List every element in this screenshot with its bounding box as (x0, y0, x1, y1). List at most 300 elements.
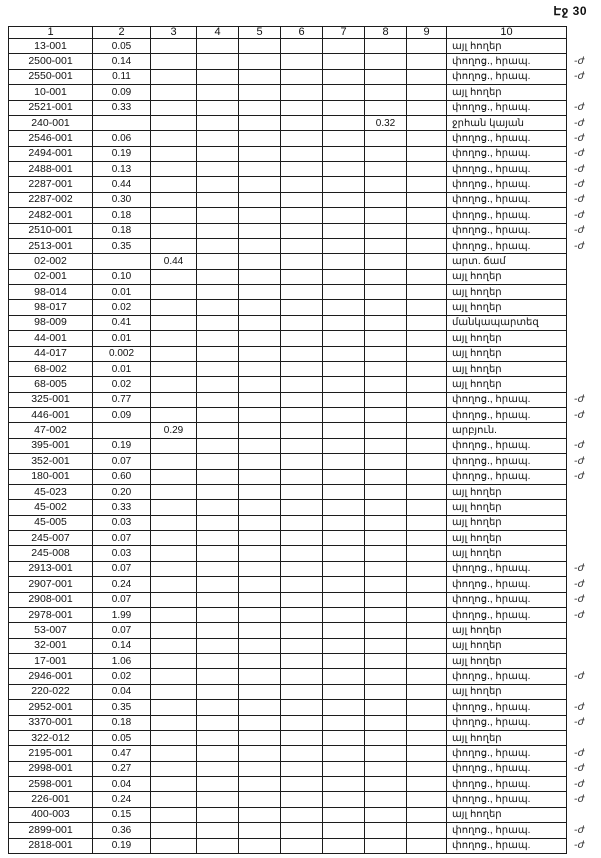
table-row (9, 300, 601, 315)
area-value-cell (281, 115, 323, 130)
area-value-cell (365, 454, 407, 469)
area-value-cell: 0.03 (93, 546, 151, 561)
land-use-cell: մանկապարտեզ (447, 315, 567, 330)
handwritten-mark (567, 531, 601, 546)
area-value-cell (239, 85, 281, 100)
area-value-cell: 0.09 (93, 85, 151, 100)
area-value-cell (281, 254, 323, 269)
area-value-cell (365, 561, 407, 576)
area-value-cell (407, 531, 447, 546)
area-value-cell (407, 300, 447, 315)
area-value-cell (281, 346, 323, 361)
area-value-cell (151, 269, 197, 284)
land-use-cell: փողոց., հրապ. (447, 146, 567, 161)
area-value-cell (407, 285, 447, 300)
area-value-cell: 0.36 (93, 823, 151, 838)
area-value-cell (407, 346, 447, 361)
area-value-cell (197, 331, 239, 346)
area-value-cell (365, 285, 407, 300)
area-value-cell (365, 223, 407, 238)
area-value-cell (239, 515, 281, 530)
handwritten-mark: -ժ (574, 56, 585, 68)
area-value-cell (365, 162, 407, 177)
area-value-cell (323, 577, 365, 592)
table-row (9, 39, 601, 54)
area-value-cell (323, 346, 365, 361)
handwritten-mark: -ժ (574, 701, 585, 713)
table-row (9, 761, 601, 776)
area-value-cell (197, 192, 239, 207)
area-value-cell (151, 454, 197, 469)
table-row (9, 115, 601, 130)
area-value-cell (281, 392, 323, 407)
area-value-cell (151, 577, 197, 592)
area-value-cell (281, 331, 323, 346)
area-value-cell (239, 146, 281, 161)
area-value-cell (151, 146, 197, 161)
area-value-cell (197, 592, 239, 607)
area-value-cell (407, 684, 447, 699)
column-header: 9 (407, 27, 447, 39)
table-header-row (9, 27, 601, 39)
area-value-cell (151, 346, 197, 361)
area-value-cell: 0.04 (93, 777, 151, 792)
area-value-cell (365, 408, 407, 423)
area-value-cell (239, 238, 281, 253)
land-use-cell: փողոց., հրապ. (447, 454, 567, 469)
area-value-cell: 0.19 (93, 146, 151, 161)
area-value-cell (239, 454, 281, 469)
handwritten-mark (567, 500, 601, 515)
area-value-cell (365, 792, 407, 807)
area-value-cell (151, 469, 197, 484)
land-use-cell: այլ հողեր (447, 638, 567, 653)
land-use-cell: ջրհան կայան (447, 115, 567, 130)
area-value-cell (197, 531, 239, 546)
area-value-cell (365, 623, 407, 638)
area-value-cell (365, 131, 407, 146)
parcel-code-cell: 2550-001 (9, 69, 93, 84)
parcel-code-cell: 2195-001 (9, 746, 93, 761)
area-value-cell (365, 531, 407, 546)
parcel-code-cell: 2908-001 (9, 592, 93, 607)
area-value-cell (239, 761, 281, 776)
area-value-cell (407, 269, 447, 284)
area-value-cell (151, 315, 197, 330)
area-value-cell (281, 315, 323, 330)
area-value-cell (281, 684, 323, 699)
handwritten-mark (567, 423, 601, 438)
area-value-cell (407, 238, 447, 253)
area-value-cell (407, 438, 447, 453)
area-value-cell (323, 238, 365, 253)
area-value-cell (323, 730, 365, 745)
area-value-cell (407, 669, 447, 684)
table-row (9, 346, 601, 361)
parcel-code-cell: 2598-001 (9, 777, 93, 792)
area-value-cell (281, 638, 323, 653)
parcel-code-cell: 47-002 (9, 423, 93, 438)
area-value-cell (197, 777, 239, 792)
area-value-cell (365, 761, 407, 776)
area-value-cell: 0.05 (93, 730, 151, 745)
area-value-cell (239, 654, 281, 669)
parcel-code-cell: 68-002 (9, 361, 93, 376)
area-value-cell (239, 192, 281, 207)
table-row (9, 192, 601, 207)
area-value-cell: 0.19 (93, 438, 151, 453)
table-row (9, 715, 601, 730)
area-value-cell (281, 700, 323, 715)
area-value-cell (151, 54, 197, 69)
area-value-cell (239, 223, 281, 238)
area-value-cell: 0.07 (93, 623, 151, 638)
land-parcel-table (8, 26, 601, 854)
land-use-cell: փողոց., հրապ. (447, 792, 567, 807)
area-value-cell (365, 838, 407, 854)
land-use-cell: այլ հողեր (447, 623, 567, 638)
area-value-cell (407, 607, 447, 622)
table-row (9, 654, 601, 669)
area-value-cell: 0.77 (93, 392, 151, 407)
parcel-code-cell: 2998-001 (9, 761, 93, 776)
area-value-cell (197, 807, 239, 822)
table-row (9, 838, 601, 854)
column-header: 5 (239, 27, 281, 39)
area-value-cell (281, 39, 323, 54)
area-value-cell (151, 438, 197, 453)
area-value-cell: 0.07 (93, 592, 151, 607)
handwritten-mark (567, 515, 601, 530)
handwritten-mark: -ժ (574, 194, 585, 206)
area-value-cell (197, 315, 239, 330)
land-use-cell: այլ հողեր (447, 807, 567, 822)
area-value-cell (197, 438, 239, 453)
parcel-code-cell: 10-001 (9, 85, 93, 100)
land-use-cell: փողոց., հրապ. (447, 100, 567, 115)
area-value-cell (197, 392, 239, 407)
area-value-cell (365, 177, 407, 192)
table-row (9, 69, 601, 84)
parcel-code-cell: 2488-001 (9, 162, 93, 177)
land-use-cell: փողոց., հրապ. (447, 715, 567, 730)
area-value-cell (365, 423, 407, 438)
handwritten-mark: -ժ (574, 102, 585, 114)
land-use-cell: փողոց., հրապ. (447, 408, 567, 423)
area-value-cell (197, 838, 239, 854)
area-value-cell (365, 269, 407, 284)
area-value-cell (197, 469, 239, 484)
area-value-cell (239, 54, 281, 69)
parcel-code-cell: 2899-001 (9, 823, 93, 838)
area-value-cell (281, 423, 323, 438)
area-value-cell: 0.01 (93, 285, 151, 300)
area-value-cell (407, 192, 447, 207)
column-header: 8 (365, 27, 407, 39)
area-value-cell: 0.15 (93, 807, 151, 822)
area-value-cell: 0.09 (93, 408, 151, 423)
area-value-cell (407, 361, 447, 376)
area-value-cell (151, 238, 197, 253)
area-value-cell (407, 177, 447, 192)
area-value-cell (323, 838, 365, 854)
handwritten-mark: -ժ (574, 609, 585, 621)
area-value-cell (323, 85, 365, 100)
parcel-code-cell: 98-014 (9, 285, 93, 300)
table-row (9, 684, 601, 699)
area-value-cell (151, 531, 197, 546)
area-value-cell (151, 85, 197, 100)
parcel-code-cell: 446-001 (9, 408, 93, 423)
area-value-cell (239, 746, 281, 761)
column-header: 7 (323, 27, 365, 39)
handwritten-mark: -ժ (574, 824, 585, 836)
area-value-cell (239, 285, 281, 300)
area-value-cell (281, 669, 323, 684)
area-value-cell (93, 115, 151, 130)
area-value-cell (323, 500, 365, 515)
column-header: 1 (9, 27, 93, 39)
column-header: 6 (281, 27, 323, 39)
area-value-cell (323, 777, 365, 792)
area-value-cell (151, 300, 197, 315)
area-value-cell (407, 469, 447, 484)
parcel-code-cell: 220-022 (9, 684, 93, 699)
area-value-cell (151, 208, 197, 223)
area-value-cell (281, 623, 323, 638)
table-row (9, 223, 601, 238)
handwritten-mark (567, 315, 601, 330)
area-value-cell (197, 54, 239, 69)
area-value-cell (151, 408, 197, 423)
area-value-cell (197, 238, 239, 253)
area-value-cell (197, 654, 239, 669)
land-use-cell: այլ հողեր (447, 300, 567, 315)
area-value-cell (407, 561, 447, 576)
parcel-code-cell: 400-003 (9, 807, 93, 822)
land-use-cell: այլ հողեր (447, 39, 567, 54)
area-value-cell (365, 700, 407, 715)
table-row (9, 361, 601, 376)
area-value-cell (323, 684, 365, 699)
table-row (9, 285, 601, 300)
area-value-cell (323, 438, 365, 453)
area-value-cell (197, 715, 239, 730)
area-value-cell (197, 162, 239, 177)
area-value-cell (281, 54, 323, 69)
column-header: 10 (447, 27, 567, 39)
area-value-cell (281, 654, 323, 669)
area-value-cell (323, 208, 365, 223)
area-value-cell (197, 100, 239, 115)
parcel-code-cell: 325-001 (9, 392, 93, 407)
area-value-cell (407, 454, 447, 469)
land-use-cell: այլ հողեր (447, 361, 567, 376)
area-value-cell (239, 592, 281, 607)
area-value-cell (407, 700, 447, 715)
land-use-cell: փողոց., հրապ. (447, 208, 567, 223)
land-use-cell: փողոց., հրապ. (447, 577, 567, 592)
handwritten-mark (567, 377, 601, 392)
area-value-cell (197, 146, 239, 161)
handwritten-mark: -ժ (574, 840, 585, 852)
area-value-cell: 0.32 (365, 115, 407, 130)
area-value-cell (151, 39, 197, 54)
area-value-cell (93, 423, 151, 438)
table-row (9, 607, 601, 622)
area-value-cell (197, 346, 239, 361)
area-value-cell (407, 838, 447, 854)
area-value-cell (197, 377, 239, 392)
area-value-cell (323, 484, 365, 499)
area-value-cell (239, 531, 281, 546)
area-value-cell (323, 146, 365, 161)
area-value-cell (323, 623, 365, 638)
area-value-cell (323, 592, 365, 607)
handwritten-mark (567, 730, 601, 745)
area-value-cell (323, 761, 365, 776)
area-value-cell (239, 623, 281, 638)
table-row (9, 577, 601, 592)
parcel-code-cell: 2978-001 (9, 607, 93, 622)
parcel-code-cell: 45-005 (9, 515, 93, 530)
area-value-cell (407, 115, 447, 130)
area-value-cell (151, 177, 197, 192)
parcel-code-cell: 226-001 (9, 792, 93, 807)
area-value-cell (365, 85, 407, 100)
area-value-cell (365, 654, 407, 669)
area-value-cell: 0.03 (93, 515, 151, 530)
land-use-cell: այլ հողեր (447, 654, 567, 669)
area-value-cell (281, 377, 323, 392)
area-value-cell (365, 684, 407, 699)
area-value-cell (151, 761, 197, 776)
table-row (9, 331, 601, 346)
area-value-cell (323, 131, 365, 146)
area-value-cell: 0.33 (93, 500, 151, 515)
area-value-cell (281, 177, 323, 192)
handwritten-mark: -ժ (574, 225, 585, 237)
area-value-cell (365, 823, 407, 838)
land-use-cell: փողոց., հրապ. (447, 131, 567, 146)
area-value-cell (239, 500, 281, 515)
area-value-cell (197, 515, 239, 530)
area-value-cell (239, 561, 281, 576)
area-value-cell (151, 162, 197, 177)
area-value-cell (365, 730, 407, 745)
area-value-cell (323, 515, 365, 530)
area-value-cell (281, 208, 323, 223)
area-value-cell (323, 177, 365, 192)
area-value-cell (197, 69, 239, 84)
area-value-cell (151, 115, 197, 130)
area-value-cell (365, 746, 407, 761)
handwritten-mark (567, 623, 601, 638)
table-row (9, 438, 601, 453)
area-value-cell (281, 715, 323, 730)
area-value-cell (197, 823, 239, 838)
land-use-cell: փողոց., հրապ. (447, 761, 567, 776)
handwritten-mark: -ժ (574, 578, 585, 590)
table-row (9, 792, 601, 807)
area-value-cell (323, 361, 365, 376)
land-use-cell: արբյուն. (447, 423, 567, 438)
area-value-cell (239, 838, 281, 854)
area-value-cell (365, 515, 407, 530)
area-value-cell: 0.18 (93, 715, 151, 730)
area-value-cell (407, 715, 447, 730)
area-value-cell (197, 423, 239, 438)
area-value-cell (151, 69, 197, 84)
land-use-cell: փողոց., հրապ. (447, 469, 567, 484)
area-value-cell (365, 777, 407, 792)
area-value-cell (239, 392, 281, 407)
area-value-cell (197, 500, 239, 515)
area-value-cell (239, 577, 281, 592)
area-value-cell (407, 315, 447, 330)
table-row (9, 669, 601, 684)
area-value-cell (365, 546, 407, 561)
area-value-cell (407, 577, 447, 592)
area-value-cell (365, 607, 407, 622)
area-value-cell (281, 592, 323, 607)
area-value-cell (151, 654, 197, 669)
area-value-cell (281, 761, 323, 776)
area-value-cell (239, 361, 281, 376)
table-row (9, 177, 601, 192)
area-value-cell (323, 223, 365, 238)
parcel-code-cell: 44-001 (9, 331, 93, 346)
parcel-code-cell: 2510-001 (9, 223, 93, 238)
area-value-cell (365, 500, 407, 515)
area-value-cell (365, 438, 407, 453)
handwritten-mark: -ժ (574, 747, 585, 759)
area-value-cell (197, 484, 239, 499)
area-value-cell (323, 807, 365, 822)
area-value-cell (197, 131, 239, 146)
area-value-cell (407, 807, 447, 822)
area-value-cell (197, 361, 239, 376)
area-value-cell (365, 254, 407, 269)
land-use-cell: փողոց., հրապ. (447, 777, 567, 792)
area-value-cell (239, 777, 281, 792)
handwritten-mark (567, 638, 601, 653)
land-use-cell: այլ հողեր (447, 331, 567, 346)
land-use-cell: այլ հողեր (447, 85, 567, 100)
parcel-code-cell: 2952-001 (9, 700, 93, 715)
area-value-cell (281, 300, 323, 315)
area-value-cell (365, 807, 407, 822)
area-value-cell: 0.14 (93, 638, 151, 653)
area-value-cell (151, 730, 197, 745)
area-value-cell (239, 331, 281, 346)
parcel-code-cell: 68-005 (9, 377, 93, 392)
area-value-cell (407, 515, 447, 530)
area-value-cell (407, 546, 447, 561)
land-use-cell: փողոց., հրապ. (447, 69, 567, 84)
handwritten-mark: -ժ (574, 440, 585, 452)
handwritten-mark (567, 346, 601, 361)
area-value-cell (281, 469, 323, 484)
area-value-cell (151, 377, 197, 392)
area-value-cell (151, 684, 197, 699)
land-use-cell: փողոց., հրապ. (447, 177, 567, 192)
area-value-cell (281, 100, 323, 115)
column-header: 2 (93, 27, 151, 39)
table-row (9, 807, 601, 822)
area-value-cell (197, 746, 239, 761)
area-value-cell (365, 638, 407, 653)
